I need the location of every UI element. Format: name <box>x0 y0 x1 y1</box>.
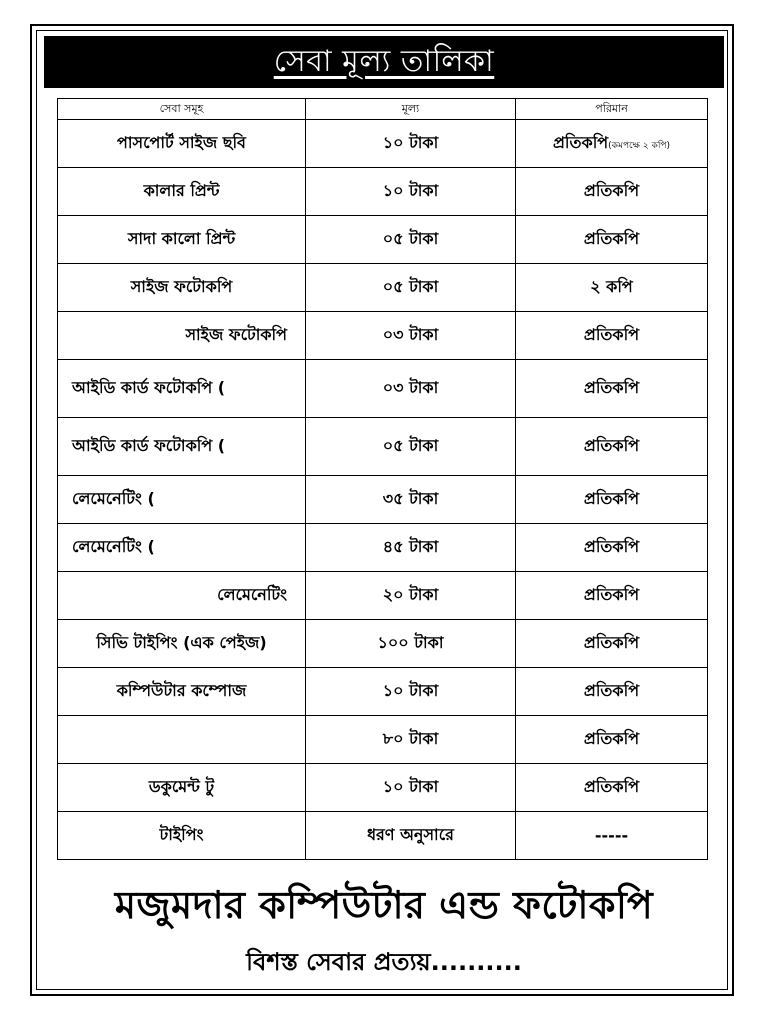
service-cell: আইডি কার্ড ফটোকপি ( <box>58 360 306 418</box>
quantity-cell: প্রতিকপি <box>516 360 708 418</box>
price-cell: ০৫ টাকা <box>306 216 516 264</box>
service-cell: টাইপিং <box>58 812 306 860</box>
header-service: সেবা সমূহ <box>58 99 306 120</box>
price-cell: ১০ টাকা <box>306 168 516 216</box>
service-cell: সাইজ ফটোকপি <box>58 264 306 312</box>
service-cell: সাদা কালো প্রিন্ট <box>58 216 306 264</box>
quantity-cell: প্রতিকপি <box>516 312 708 360</box>
table-row <box>58 524 708 572</box>
service-cell: ডকুমেন্ট টু <box>58 764 306 812</box>
service-cell: লেমেনেটিং ( <box>58 476 306 524</box>
quantity-cell: প্রতিকপি <box>516 668 708 716</box>
quantity-cell: প্রতিকপি <box>516 620 708 668</box>
table-row <box>58 216 708 264</box>
quantity-cell: প্রতিকপি <box>516 418 708 476</box>
table-row <box>58 264 708 312</box>
quantity-note: (কমপক্ষে ২ কপি) <box>608 141 671 151</box>
quantity-text: প্রতিকপি <box>552 133 609 152</box>
table-header-row <box>58 99 708 120</box>
price-cell: ১০ টাকা <box>306 120 516 168</box>
table-row <box>58 812 708 860</box>
service-cell <box>58 716 306 764</box>
quantity-cell: ----- <box>516 812 708 860</box>
table-row <box>58 418 708 476</box>
price-list-table <box>57 98 708 860</box>
quantity-cell: প্রতিকপি <box>516 476 708 524</box>
price-cell: ২০ টাকা <box>306 572 516 620</box>
table-row <box>58 572 708 620</box>
quantity-cell: প্রতিকপি <box>516 716 708 764</box>
service-cell: আইডি কার্ড ফটোকপি ( <box>58 418 306 476</box>
price-cell: ৮০ টাকা <box>306 716 516 764</box>
table-row <box>58 120 708 168</box>
table-row <box>58 620 708 668</box>
shop-name: মজুমদার কম্পিউটার এন্ড ফটোকপি <box>114 883 654 927</box>
header-quantity: পরিমান <box>516 99 708 120</box>
table-row <box>58 312 708 360</box>
service-cell: কম্পিউটার কম্পোজ <box>58 668 306 716</box>
table-row <box>58 168 708 216</box>
table-row <box>58 668 708 716</box>
table-row <box>58 716 708 764</box>
service-cell: সিভি টাইপিং (এক পেইজ) <box>58 620 306 668</box>
quantity-cell: প্রতিকপি <box>516 572 708 620</box>
table-row <box>58 360 708 418</box>
service-cell: কালার প্রিন্ট <box>58 168 306 216</box>
service-cell: পাসপোর্ট সাইজ ছবি <box>58 120 306 168</box>
quantity-cell: প্রতিকপি <box>516 524 708 572</box>
quantity-cell: প্রতিকপি <box>516 216 708 264</box>
price-cell: ৩৫ টাকা <box>306 476 516 524</box>
page-title: সেবা মূল্য তালিকা <box>273 43 495 79</box>
quantity-cell: ২ কপি <box>516 264 708 312</box>
price-cell: ০৩ টাকা <box>306 312 516 360</box>
table-row <box>58 764 708 812</box>
service-cell: সাইজ ফটোকপি <box>58 312 306 360</box>
title-banner <box>44 36 724 88</box>
table-row <box>58 476 708 524</box>
price-cell: ০৩ টাকা <box>306 360 516 418</box>
price-cell: ১০০ টাকা <box>306 620 516 668</box>
tagline: বিশস্ত সেবার প্রত্যয়.......... <box>246 948 522 976</box>
price-cell: ধরণ অনুসারে <box>306 812 516 860</box>
header-price: মূল্য <box>306 99 516 120</box>
price-cell: ১০ টাকা <box>306 668 516 716</box>
quantity-cell: প্রতিকপি <box>516 168 708 216</box>
price-cell: ১০ টাকা <box>306 764 516 812</box>
price-cell: ৪৫ টাকা <box>306 524 516 572</box>
service-cell: লেমেনেটিং <box>58 572 306 620</box>
price-cell: ০৫ টাকা <box>306 418 516 476</box>
quantity-cell <box>516 120 708 168</box>
service-cell: লেমেনেটিং ( <box>58 524 306 572</box>
quantity-cell: প্রতিকপি <box>516 764 708 812</box>
price-cell: ০৫ টাকা <box>306 264 516 312</box>
